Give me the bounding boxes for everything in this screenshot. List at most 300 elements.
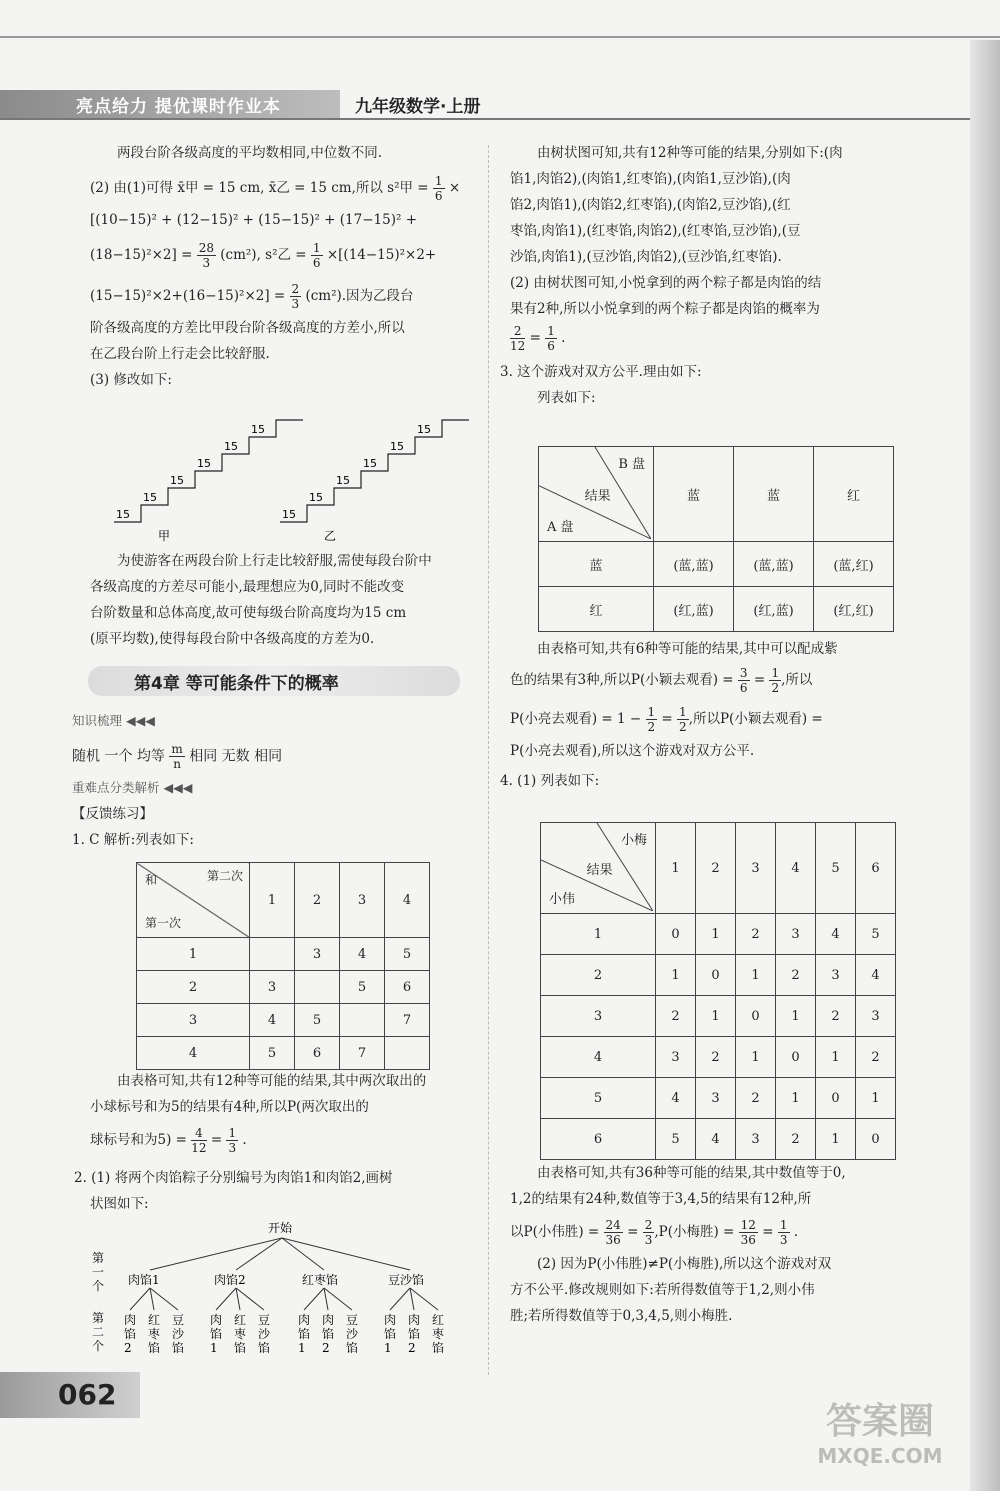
tree-branch [216,1288,236,1310]
tree-leaf: 肉 [298,1313,311,1327]
text-line: 两段台阶各级高度的平均数相同,中位数不同. [117,145,383,161]
fraction [738,666,750,695]
text-line: (3) 修改如下: [90,372,172,388]
step-height-label: 15 [417,423,431,436]
tree-leaf: 馅 [148,1341,161,1355]
tree-branch [324,1288,352,1310]
page-edge-shadow [970,40,1000,1491]
table-cell: 5 [656,1119,696,1160]
numerator: 2 [291,282,300,296]
table-row [541,823,896,914]
section-heading: 重难点分类解析 ◀◀◀ [72,780,193,795]
text-line: 沙馅,肉馅1),(豆沙馅,肉馅2),(豆沙馅,红枣馅). [510,249,782,265]
table-row [541,996,896,1037]
table-cell: 4 [340,938,385,971]
numerator: 1 [434,174,443,188]
tree-leaf: 1 [384,1341,392,1355]
text-line: 1,2的结果有24种,数值等于3,4,5的结果有12种,所 [510,1191,812,1207]
diag-header-cell [137,863,250,938]
denominator: 6 [312,256,321,270]
text-span: (cm²), s²乙 = [220,247,307,263]
denominator: 6 [739,681,748,695]
denominator: 3 [291,297,300,311]
color-table-wrap [538,446,894,632]
corner-top-left: 和 [145,873,158,887]
table-cell: 1 [856,1078,896,1119]
corner-middle: 结果 [584,488,611,504]
tree-leaf: 豆 [172,1313,185,1327]
table-row [137,1004,430,1037]
numerator: 2 [644,1218,653,1232]
table-row [541,1119,896,1160]
table-cell: 0 [736,996,776,1037]
tree-leaf: 馅 [210,1327,223,1341]
fraction [604,1218,623,1247]
table-cell: 4 [696,1119,736,1160]
table-cell: 2 [656,996,696,1037]
numerator: 1 [228,1126,237,1140]
table-cell: 4 [250,1004,295,1037]
step-height-label: 15 [170,474,184,487]
column-header: 4 [385,863,430,938]
tree-root: 开始 [268,1221,293,1235]
text-line: 枣馅,肉馅1),(红枣馅,肉馅2),(红枣馅,豆沙馅),(豆 [510,223,801,239]
numerator: 1 [647,705,656,719]
tree-node: 肉馅1 [128,1273,160,1287]
tree-leaf: 肉 [322,1313,335,1327]
step-height-label: 15 [390,440,404,453]
row-header: 红 [539,587,654,632]
corner-top-right: 第二次 [206,869,243,883]
table-cell: 7 [340,1037,385,1070]
fraction [769,666,781,695]
denominator: 36 [740,1233,756,1247]
table-row [541,955,896,996]
row-header: 6 [541,1119,656,1160]
fraction [545,324,557,353]
table-row [541,1037,896,1078]
stair-label: 甲 [158,529,171,543]
tree-branch [236,1238,282,1270]
table-cell: 2 [736,1078,776,1119]
text-span: (18−15)²×2] = [90,247,193,263]
column-header: 6 [856,823,896,914]
table-cell: 1 [736,1037,776,1078]
text-line: (2) 因为P(小伟胜)≠P(小梅胜),所以这个游戏对双 [537,1256,832,1272]
column-header: 3 [340,863,385,938]
feedback-heading: 【反馈练习】 [72,806,153,822]
header-banner [0,90,340,118]
text-line: 由表格可知,共有6种等可能的结果,其中可以配成紫 [537,641,838,657]
step-height-label: 15 [224,440,238,453]
corner-middle: 结果 [586,863,613,878]
diag-header-cell [539,447,654,542]
tree-leaf: 馅 [172,1341,185,1355]
watermark-logo [800,1400,960,1480]
left-column-cont [90,548,475,652]
fraction [643,1218,655,1247]
table-cell: 4 [656,1078,696,1119]
tree-leaf: 2 [408,1341,416,1355]
fraction [191,1126,206,1155]
step-height-label: 15 [143,491,157,504]
corner-bottom-left: 第一次 [145,916,182,930]
tree-leaf: 馅 [346,1341,359,1355]
right-column [500,140,910,411]
tree-leaf: 馅 [298,1327,311,1341]
table-cell: 7 [385,1004,430,1037]
column-header: 红 [814,447,894,542]
denominator: 3 [644,1233,653,1247]
table-cell: 1 [696,914,736,955]
table-row [539,587,894,632]
fraction [778,1218,790,1247]
column-header: 2 [295,863,340,938]
table-row [541,914,896,955]
table-row [137,1037,430,1070]
table-cell: 3 [295,938,340,971]
text-line [90,282,475,311]
level-label-1: 一 [92,1265,105,1279]
stair-outline [114,420,303,522]
text-line: 馅2,肉馅1),(肉馅2,红枣馅),(肉馅2,豆沙馅),(红 [510,197,791,213]
tree-node: 肉馅2 [214,1273,246,1287]
table-cell: 0 [816,1078,856,1119]
text-line: 阶各级高度的方差比甲段台阶各级高度的方差小,所以 [90,320,405,336]
table-cell: 1 [776,1078,816,1119]
denominator: 3 [228,1141,237,1155]
table-cell: 3 [816,955,856,996]
top-rule [0,36,1000,38]
corner-top-right: B 盘 [618,457,645,472]
step-height-label: 15 [309,491,323,504]
keyword-line [72,742,472,771]
column-header: 2 [696,823,736,914]
diag-header-cell [541,823,656,914]
text-line: 果有2种,所以小悦拿到的两个粽子都是肉馅的概率为 [510,301,820,317]
q4-explanation [510,1160,910,1329]
keywords: 相同 无数 相同 [189,748,283,765]
section-heading: 知识梳理 ◀◀◀ [72,713,155,728]
step-height-label: 15 [116,508,130,521]
table-cell: (蓝,蓝) [734,542,814,587]
text-line: 台阶数量和总体高度,故可使每级台阶高度均为15 cm [90,605,407,621]
corner-bottom-left: 小伟 [549,892,576,907]
color-table [538,446,894,632]
table-row [539,542,894,587]
text-line: 由表格可知,共有12种等可能的结果,其中两次取出的 [117,1073,427,1089]
table-cell: 2 [856,1037,896,1078]
column-header: 蓝 [654,447,734,542]
fraction [197,241,216,270]
text-line: (2) 由(1)可得 x̄甲 = 15 cm, x̄乙 = 15 cm,所以 s²甲 = $\frac{1}{6}$ × [90,174,461,203]
table-cell: 3 [696,1078,736,1119]
table-cell: 0 [656,914,696,955]
denominator: 2 [679,720,687,734]
table-cell: (红,蓝) [654,587,734,632]
text-line: 在乙段台阶上行走会比较舒服. [90,346,270,362]
fraction [169,742,184,771]
row-header: 3 [541,996,656,1037]
text-line: (2) 由树状图可知,小悦拿到的两个粽子都是肉馅的结 [510,275,822,291]
stair-label: 乙 [324,529,337,543]
text-span: ,所以P(小颖去观看) = [688,711,823,727]
table-cell: 2 [736,914,776,955]
tree-branch [150,1288,178,1310]
row-header: 4 [541,1037,656,1078]
table-cell: 5 [340,971,385,1004]
q3-explanation [500,636,910,794]
tree-leaf: 沙 [346,1327,359,1341]
tree-leaf: 馅 [124,1327,137,1341]
table-cell: 3 [856,996,896,1037]
column-divider [488,145,490,1375]
text-line: 小球标号和为5的结果有4种,所以P(两次取出的 [90,1099,369,1115]
table-cell: 0 [776,1037,816,1078]
table-cell: 6 [295,1037,340,1070]
table-cell [385,1037,430,1070]
text-line: 由树状图可知,共有12种等可能的结果,分别如下:(肉 [537,145,843,161]
denominator: 12 [191,1141,207,1155]
left-column [90,140,475,393]
column-header: 蓝 [734,447,814,542]
denominator: 2 [771,681,780,695]
numerator: 1 [779,1218,788,1232]
table-cell: 1 [696,996,736,1037]
page-number: 062 [58,1378,117,1411]
numerator: 1 [312,241,321,255]
subject-title: 九年级数学·上册 [355,97,481,117]
tree-node: 豆沙馅 [388,1273,425,1287]
tree-leaf: 枣 [234,1327,247,1341]
tree-leaf: 馅 [322,1327,335,1341]
column-header: 4 [776,823,816,914]
fraction [677,705,689,734]
tree-leaf: 2 [322,1341,330,1355]
text-line: 状图如下: [90,1196,149,1212]
row-header: 2 [541,955,656,996]
keywords: 随机 一个 均等 [72,748,165,765]
table-cell: 6 [385,971,430,1004]
step-height-label: 15 [282,508,296,521]
corner-bottom-left: A 盘 [547,520,574,535]
tree-branch [410,1288,438,1310]
section-label: 知识梳理 [72,713,123,728]
denominator: 12 [510,339,526,353]
column-header: 1 [250,863,295,938]
table-cell: 2 [776,1119,816,1160]
text-span: ,所以 [781,672,813,688]
knowledge-section [72,708,472,853]
table-cell [250,938,295,971]
score-table [540,822,896,1160]
text-line: $\frac{2}{12}$ = $\frac{1}{6}$ . [510,324,566,353]
tree-leaf: 沙 [258,1327,271,1341]
table-cell: 1 [816,1119,856,1160]
row-header: 4 [137,1037,250,1070]
numerator: 4 [191,1126,206,1141]
text-span: (cm²).因为乙段台 [305,288,414,304]
question-2: 2. (1) 将两个肉馅粽子分别编号为肉馅1和肉馅2,画树 [74,1170,393,1186]
text-span: (2) 由(1)可得 x̄甲 = 15 cm, x̄乙 = 15 cm,所以 s²甲 = [90,180,429,196]
tree-leaf: 肉 [408,1313,421,1327]
step-height-label: 15 [363,457,377,470]
page-number-tab [0,1372,140,1418]
tree-leaf: 红 [148,1313,161,1327]
numerator: m [171,742,183,756]
tree-branch [390,1288,410,1310]
table-cell: (红,蓝) [734,587,814,632]
corner-top-right: 小梅 [620,833,647,848]
table-cell: 3 [736,1119,776,1160]
chapter-banner [88,666,460,696]
text-line: P(小亮去观看),所以这个游戏对双方公平. [510,743,755,759]
denominator: 6 [434,189,443,203]
table-row [541,1078,896,1119]
text-line: 馅1,肉馅2),(肉馅1,红枣馅),(肉馅1,豆沙馅),(肉 [510,171,791,187]
level-label-2: 第 [92,1311,105,1325]
watermark-text: 答案圈 [825,1401,934,1442]
table-cell: 4 [856,955,896,996]
tree-leaf: 红 [432,1313,445,1327]
text-line: 各级高度的方差尽可能小,最理想应为0,同时不能改变 [90,579,405,595]
numerator: 1 [679,705,687,719]
tree-leaf: 枣 [432,1327,445,1341]
tree-leaf: 肉 [124,1313,137,1327]
row-header: 1 [137,938,250,971]
text-span: 以P(小伟胜) = [510,1224,600,1240]
fraction [290,282,302,311]
row-header: 3 [137,1004,250,1037]
level-label-2: 个 [92,1339,105,1353]
table-cell: 5 [250,1037,295,1070]
tree-node: 红枣馅 [302,1273,339,1287]
tree-leaf: 枣 [148,1327,161,1341]
table-cell: 1 [656,955,696,996]
fraction [433,174,445,203]
row-header: 2 [137,971,250,1004]
row-header: 蓝 [539,542,654,587]
table-cell: 3 [250,971,295,1004]
fraction [311,241,323,270]
denominator: 36 [605,1233,621,1247]
fraction [226,1126,238,1155]
table-cell: 0 [856,1119,896,1160]
step-height-label: 15 [336,474,350,487]
numerator: 2 [510,324,525,339]
text-line: 为使游客在两段台阶上行走比较舒服,需使每段台阶中 [117,553,432,569]
tree-leaf: 馅 [384,1327,397,1341]
fraction [739,1218,758,1247]
question-4: 4. (1) 列表如下: [500,773,600,789]
level-label-2: 二 [92,1325,105,1339]
level-label-1: 个 [92,1279,105,1293]
text-line [90,241,475,270]
text-line: 以P(小伟胜) = $\frac{24}{36}$ = $\frac{2}{3}$ ,P(小梅胜) = $\frac{12}{36}$ = $\frac{1}{3}$ . [510,1218,799,1247]
numerator: 28 [198,241,214,255]
tree-leaf: 1 [298,1341,306,1355]
tree-leaf: 馅 [432,1341,445,1355]
tree-leaf: 2 [124,1341,132,1355]
table-cell [340,1004,385,1037]
question-1: 1. C 解析:列表如下: [72,832,194,848]
table-cell: 1 [816,1037,856,1078]
table-cell: (红,红) [814,587,894,632]
text-line: [(10−15)² + (12−15)² + (15−15)² + (17−15)² + [90,212,418,228]
table-row [137,863,430,938]
text-span: ×[(14−15)²×2+ [326,247,437,263]
table-cell: 3 [776,914,816,955]
table-row [137,938,430,971]
stair-outline [280,420,469,522]
text-line: (原平均数),使得每段台阶中各级高度的方差为0. [90,631,375,647]
tree-leaf: 豆 [346,1313,359,1327]
text-span: ,P(小梅胜) = [654,1224,735,1240]
tree-leaf: 肉 [210,1313,223,1327]
sum-table-wrap [136,862,430,1070]
text-span: 球标号和为5) = [90,1132,187,1148]
text-line: 由表格可知,共有36种等可能的结果,其中数值等于0, [537,1165,846,1181]
table-cell: 4 [816,914,856,955]
q1-explanation [74,1068,475,1217]
table-cell: (蓝,红) [814,542,894,587]
score-table-wrap [540,822,896,1160]
column-header: 5 [816,823,856,914]
table-cell: 2 [696,1037,736,1078]
step-height-label: 15 [197,457,211,470]
step-height-label: 15 [251,423,265,436]
table-cell: 5 [856,914,896,955]
text-span: (15−15)²×2+(16−15)²×2] = [90,288,286,304]
text-span: P(小亮去观看) = 1 − [510,711,642,727]
tree-leaf: 1 [210,1341,218,1355]
table-cell: 2 [776,955,816,996]
tree-leaf: 馅 [258,1341,271,1355]
table-cell: 2 [816,996,856,1037]
table-cell: 5 [295,1004,340,1037]
tree-leaf: 馅 [234,1341,247,1355]
denominator: 3 [202,256,211,270]
table-cell: 3 [656,1037,696,1078]
sum-table [136,862,430,1070]
numerator: 24 [605,1218,621,1232]
section-label: 重难点分类解析 [72,780,160,795]
table-row [539,447,894,542]
table-cell [295,971,340,1004]
tree-branch [150,1238,282,1270]
table-cell: 1 [736,955,776,996]
watermark-url: MXQE.COM [817,1444,943,1468]
tree-branch [282,1238,410,1270]
table-cell: (蓝,蓝) [654,542,734,587]
row-header: 5 [541,1078,656,1119]
header-rule [0,118,980,120]
tree-leaf: 馅 [408,1327,421,1341]
fraction [646,705,658,734]
numerator: 12 [740,1218,756,1232]
denominator: 3 [779,1233,788,1247]
table-row [137,971,430,1004]
tree-branch [236,1288,264,1310]
tree-branch [130,1288,150,1310]
numerator: 1 [547,324,555,338]
tree-branch [304,1288,324,1310]
staircase-diagram [110,410,470,550]
table-cell: 5 [385,938,430,971]
text-line: 色的结果有3种,所以P(小颖去观看) = $\frac{3}{6}$ = $\frac{1}{2}$ ,所以 [510,666,813,695]
series-title: 亮点给力 提优课时作业本 [76,97,281,117]
tree-leaf: 肉 [384,1313,397,1327]
